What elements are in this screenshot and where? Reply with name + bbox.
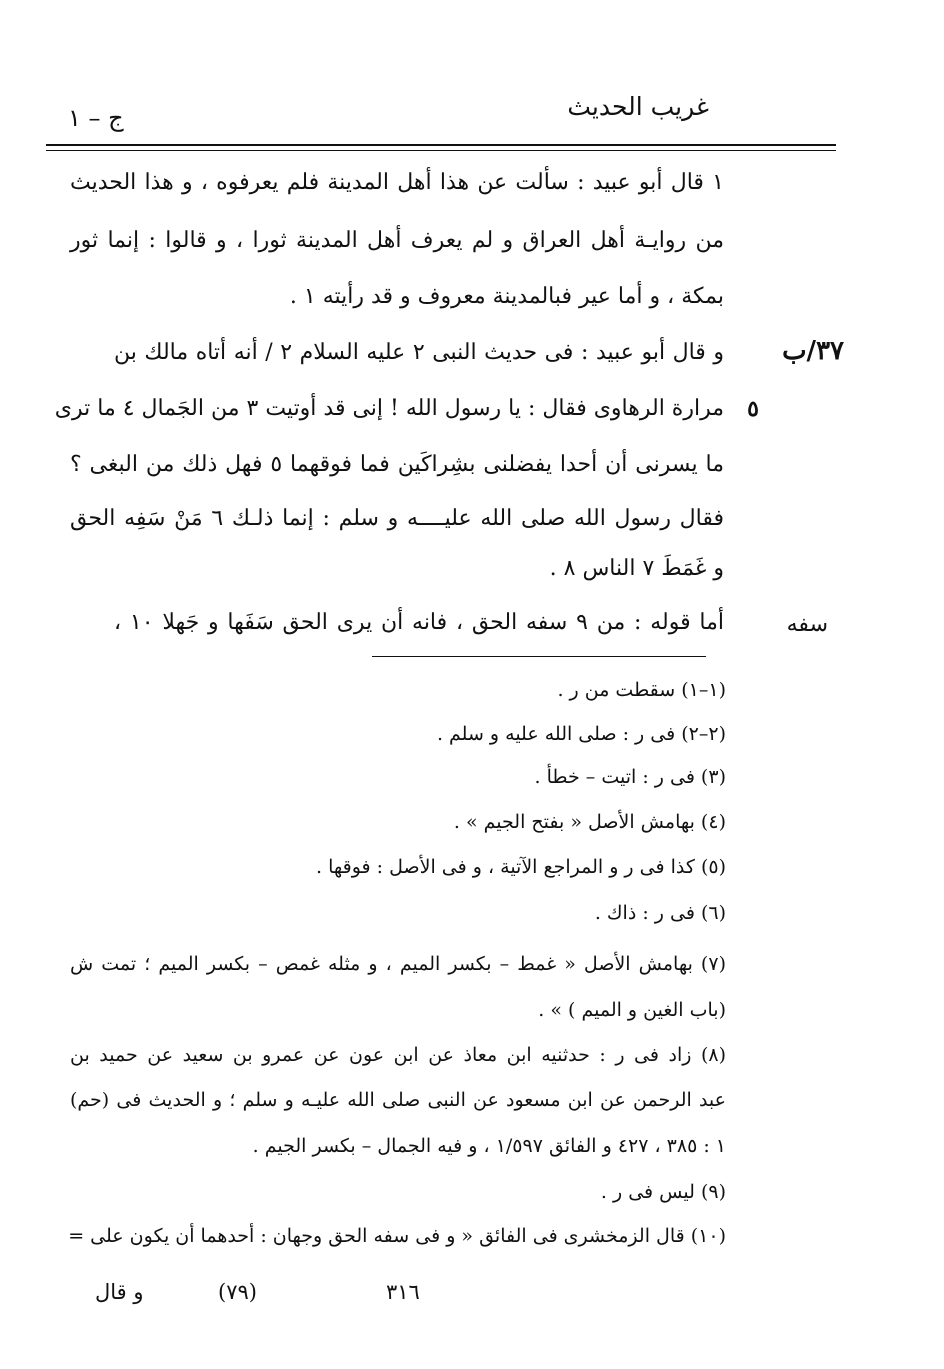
footnote-continuation: (باب الغين و الميم ) » .: [538, 999, 726, 1021]
body-line: أما قوله : من ٩ سفه الحق ، فانه أن يرى الحق سَفَها و جَهلا ١٠ ،: [114, 610, 724, 635]
running-title: غريب الحديث: [567, 92, 709, 121]
section-number: (٧٩): [218, 1280, 257, 1304]
footnote: (١–١) سقطت من ر .: [557, 679, 726, 701]
body-line: ١ قال أبو عبيد : سألت عن هذا أهل المدينة فلم يعرفوه ، و هذا الحديث: [70, 170, 724, 195]
footnote: (٨) زاد فى ر : حدثنيه ابن معاذ عن ابن عون عن عمرو بن سعيد عن حميد بن: [70, 1044, 726, 1066]
margin-keyword: سفه: [786, 612, 828, 637]
footnote-continuation: عبد الرحمن عن ابن مسعود عن النبى صلى الله عليـه و سلم ؛ و الحديث فى (حم): [70, 1089, 726, 1111]
folio-reference: ٣٧/ب: [782, 336, 844, 366]
body-line: من روايـة أهل العراق و لم يعرف أهل المدينة ثورا ، و قالوا : إنما ثور: [70, 228, 724, 253]
page-number: ٣١٦: [386, 1280, 420, 1304]
body-line: مرارة الرهاوى فقال : يا رسول الله ! إنى قد أوتيت ٣ من الجَمال ٤ ما ترى: [54, 396, 724, 421]
footnote-separator: [372, 656, 706, 657]
line-number-marker: ٥: [747, 396, 759, 422]
body-line: فقال رسول الله صلى الله عليــــه و سلم : إنما ذلـك ٦ مَنْ سَفِه الحق: [70, 506, 725, 531]
footnote: (٩) ليس فى ر .: [600, 1181, 726, 1203]
body-line: ما يسرنى أن أحدا يفضلنى بشِراكَين فما فوقهما ٥ فهل ذلك من البغى ؟: [70, 452, 724, 477]
body-line: و قال أبو عبيد : فى حديث النبى ٢ عليه السلام ٢ / أنه أتاه مالك بن: [114, 340, 725, 365]
catchword: و قال: [95, 1280, 144, 1304]
header-rule: [46, 144, 836, 146]
footnote: (٢–٢) فى ر : صلى الله عليه و سلم .: [436, 723, 726, 745]
footnote: (١٠) قال الزمخشرى فى الفائق « و فى سفه الحق وجهان : أحدهما أن يكون على =: [68, 1225, 726, 1247]
footnote: (٤) بهامش الأصل « بفتح الجيم » .: [453, 811, 726, 833]
volume-label: ج – ١: [68, 104, 124, 132]
footnote: (٥) كذا فى ر و المراجع الآتية ، و فى الأصل : فوقها .: [316, 856, 726, 878]
body-line: بمكة ، و أما عير فبالمدينة معروف و قد رأيته ١ .: [289, 284, 724, 309]
footnote: (٣) فى ر : اتيت – خطأ .: [534, 766, 726, 788]
footnote: (٧) بهامش الأصل « غمط – بكسر الميم ، و مثله غمص – بكسر الميم ؛ تمت ش: [70, 953, 726, 975]
body-line: و غَمَطَ ٧ الناس ٨ .: [549, 556, 724, 581]
header-rule-thin: [46, 150, 836, 151]
footnote-continuation: ١ : ٣٨٥ ، ٤٢٧ و الفائق ١/٥٩٧ ، و فيه الجمال – بكسر الجيم .: [252, 1135, 726, 1157]
footnote: (٦) فى ر : ذاك .: [594, 902, 726, 924]
